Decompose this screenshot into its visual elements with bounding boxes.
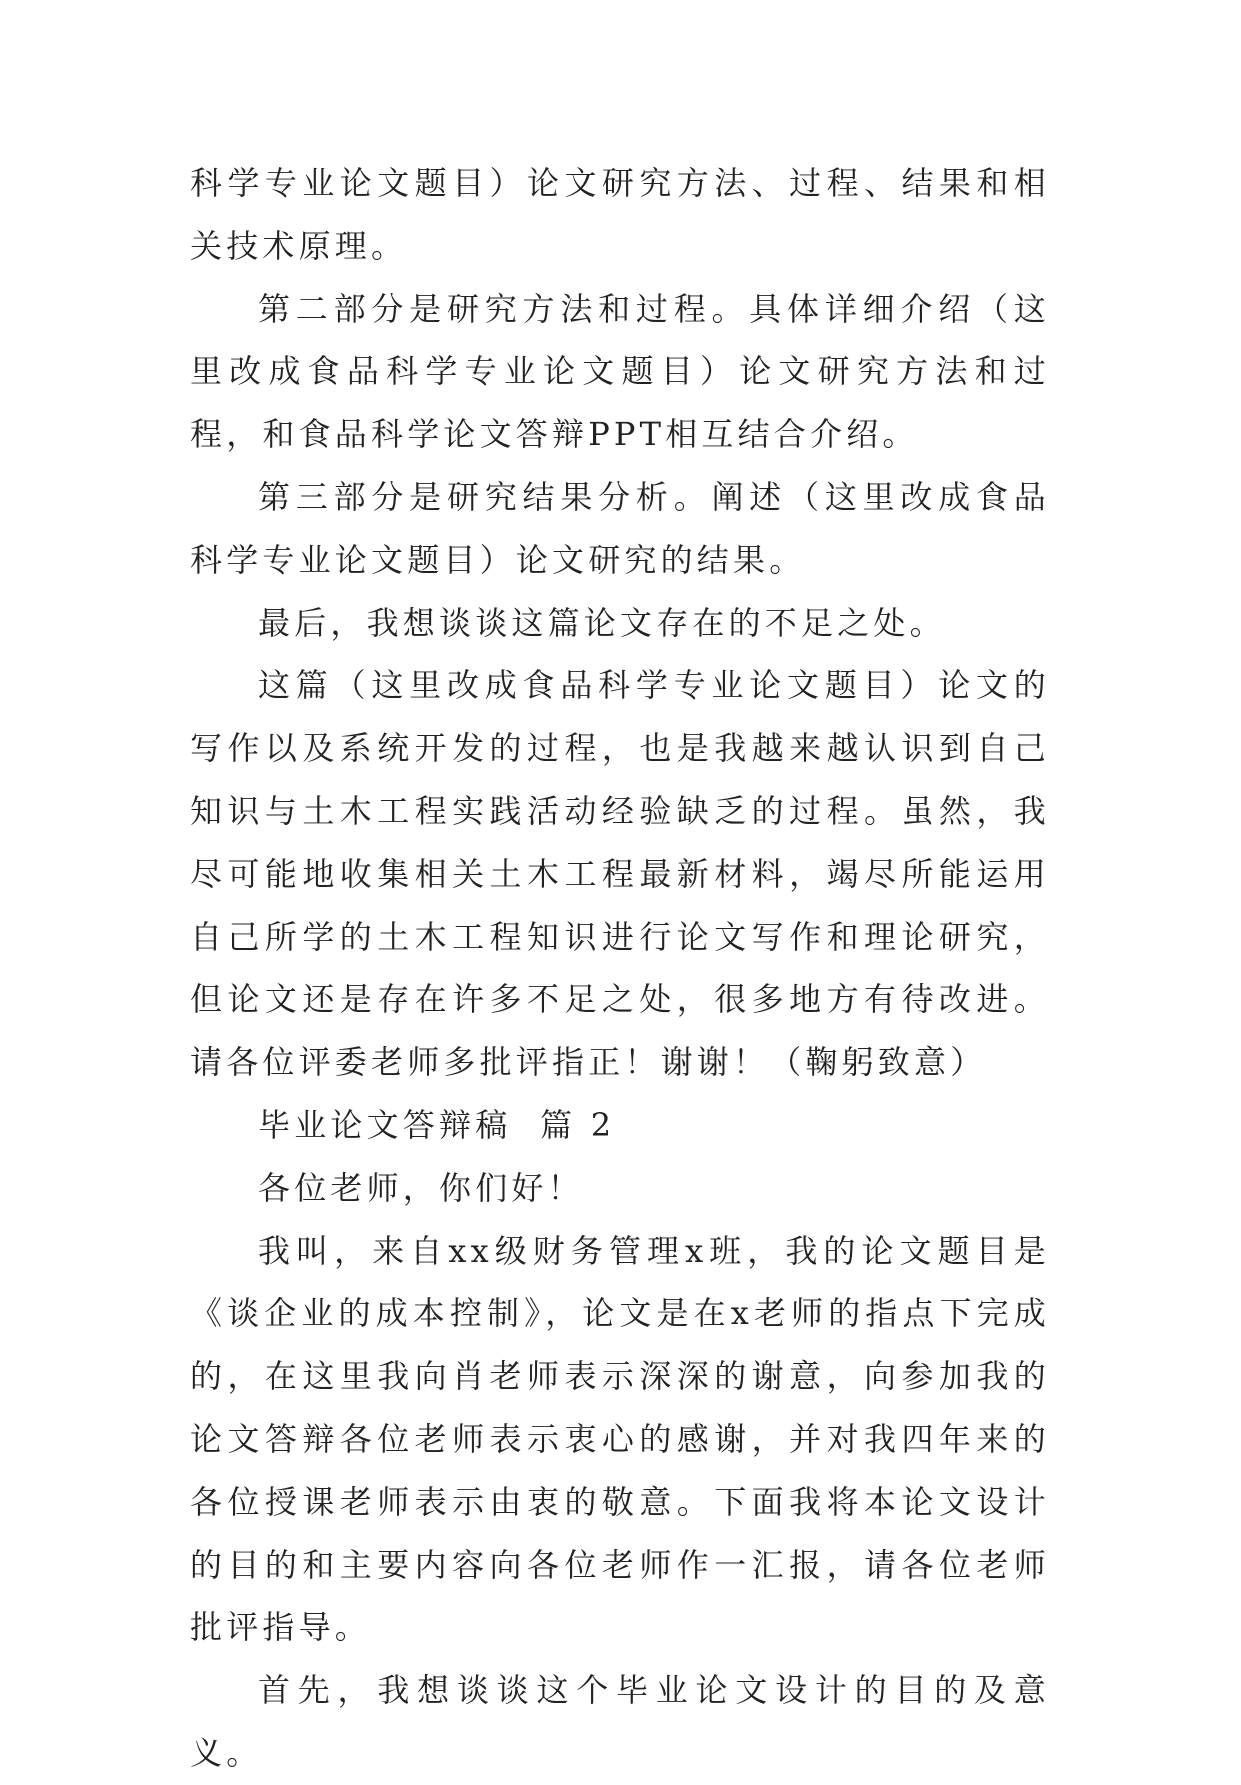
paragraph-shortcomings: 这篇（这里改成食品科学专业论文题目）论文的写作以及系统开发的过程，也是我越来越认识到自己知识与土木工程实践活动经验缺乏的过程。虽然，我尽可能地收集相关土木工程最新材料，竭尽所能运用自己所学的土木工程知识进行论文写作和理论研究，但论文还是存在许多不足之处，很多地方有待改进。请各位评委老师多批评指正！谢谢！（鞠躬致意） — [190, 666, 1050, 1082]
paragraph-self-introduction: 我叫，来自xx级财务管理x班，我的论文题目是《谈企业的成本控制》，论文是在x老师的指点下完成的，在这里我向肖老师表示深深的谢意，向参加我的论文答辩各位老师表示衷心的感谢，并对我四年来的各位授课老师表示由衷的敬意。下面我将本论文设计的目的和主要内容向各位老师作一汇报，请各位老师批评指导。 — [190, 1231, 1050, 1647]
paragraph-shortcomings-intro: 最后，我想谈谈这篇论文存在的不足之处。 — [258, 603, 946, 642]
paragraph-methods-intro-continued: 科学专业论文题目）论文研究方法、过程、结果和相关技术原理。 — [190, 164, 1050, 265]
section-heading-part-2: 毕业论文答辩稿 篇 2 — [258, 1105, 616, 1144]
document-body — [190, 152, 1050, 1785]
paragraph-greeting: 各位老师，你们好！ — [258, 1168, 584, 1207]
paragraph-part-two: 第二部分是研究方法和过程。具体详细介绍（这里改成食品科学专业论文题目）论文研究方法和过程，和食品科学论文答辩PPT相互结合介绍。 — [190, 289, 1050, 454]
paragraph-part-three: 第三部分是研究结果分析。阐述（这里改成食品科学专业论文题目）论文研究的结果。 — [190, 477, 1050, 579]
paragraph-purpose-intro: 首先，我想谈谈这个毕业论文设计的目的及意义。 — [190, 1671, 1050, 1772]
